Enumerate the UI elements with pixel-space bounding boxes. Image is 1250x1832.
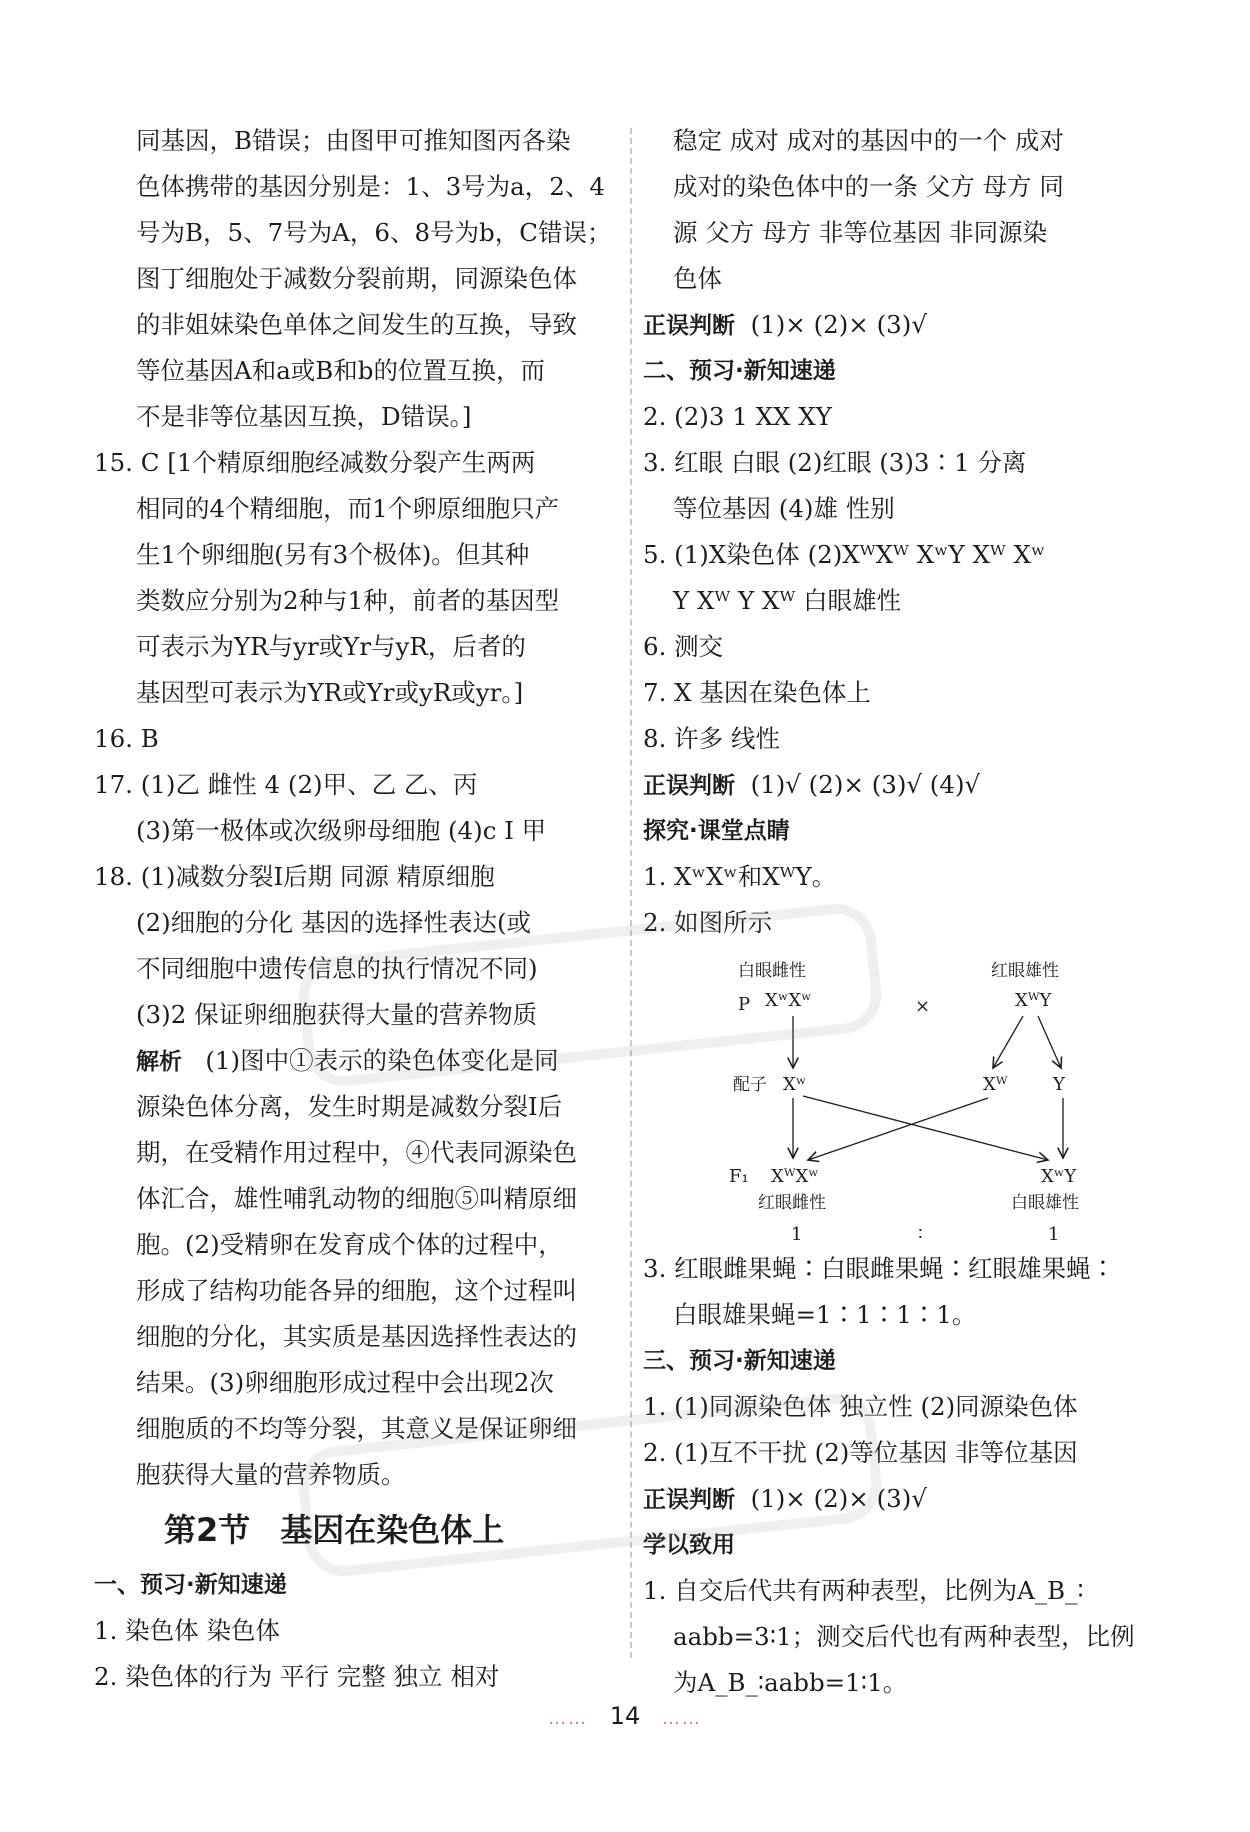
analysis-label: 解析 — [136, 1049, 182, 1075]
female-parent-genotype: XʷXʷ — [765, 990, 812, 1011]
p-label: P — [738, 994, 751, 1015]
judgment-label: 正误判断 — [643, 313, 735, 339]
text-line: 白眼雄果蝇=1∶1∶1∶1。 — [673, 1300, 977, 1329]
left-column — [94, 118, 619, 1700]
section-heading: 三、预习·新知速递 — [643, 1348, 836, 1374]
gamete-label: 配子 — [733, 1075, 767, 1095]
analysis-line — [94, 1038, 619, 1084]
text-line: 形成了结构功能各异的细胞，这个过程叫 — [136, 1276, 577, 1305]
text-line: 1. 自交后代共有两种表型，比例为A_B_∶ — [643, 1576, 1084, 1605]
answer-15: 15. C [1个精原细胞经减数分裂产生两两 — [94, 448, 536, 477]
text-line: 5. (1)X染色体 (2)XᵂXᵂ XʷY Xᵂ Xʷ — [643, 540, 1046, 569]
page-footer — [0, 1702, 1250, 1730]
text-line: 为A_B_∶aabb=1∶1。 — [673, 1668, 908, 1697]
judgment-label: 正误判断 — [643, 773, 735, 799]
f1-label: F₁ — [729, 1166, 749, 1187]
footer-dots-right: …… — [661, 1708, 702, 1729]
cross-diagram-svg — [643, 946, 1173, 1246]
footer-dots-left: …… — [548, 1708, 589, 1729]
section-heading: 一、预习·新知速递 — [94, 1572, 287, 1598]
text-line: 胞。(2)受精卵在发育成个体的过程中， — [136, 1230, 563, 1259]
text-line: 2. 染色体的行为 平行 完整 独立 相对 — [94, 1662, 500, 1691]
judgment-label: 正误判断 — [643, 1487, 735, 1513]
ratio-left: 1 — [791, 1224, 803, 1245]
text-line: 色体携带的基因分别是：1、3号为a，2、4 — [136, 172, 605, 201]
ratio-right: 1 — [1048, 1224, 1060, 1245]
text-line: 1. XʷXʷ和XᵂY。 — [643, 862, 837, 891]
text-line: 色体 — [673, 264, 722, 293]
text-line: 同基因，B错误；由图甲可推知图丙各染 — [136, 126, 571, 155]
judgment-line — [643, 302, 1173, 348]
male-parent-label: 红眼雄性 — [991, 961, 1059, 981]
text-line: 2. (2)3 1 XX XY — [643, 402, 832, 431]
text-line: aabb=3∶1；测交后代也有两种表型，比例 — [673, 1622, 1135, 1651]
section-heading: 学以致用 — [643, 1532, 735, 1558]
answer-16: 16. B — [94, 724, 159, 753]
chapter-name: 基因在染色体上 — [280, 1511, 505, 1549]
text-line: 等位基因A和a或B和b的位置互换，而 — [136, 356, 545, 385]
male-gamete-y: Y — [1053, 1074, 1065, 1095]
text-line: 可表示为YR与yr或Yr与yR，后者的 — [136, 632, 526, 661]
text-line: 8. 许多 线性 — [643, 724, 780, 753]
text-line: (3)2 保证卵细胞获得大量的营养物质 — [136, 1000, 538, 1029]
text-line: (2)细胞的分化 基因的选择性表达(或 — [136, 908, 532, 937]
text-line: 源染色体分离，发生时期是减数分裂Ⅰ后 — [136, 1092, 563, 1121]
text-line: 胞获得大量的营养物质。 — [136, 1460, 406, 1489]
text-line: 号为B，5、7号为A，6、8号为b，C错误； — [136, 218, 612, 247]
answer-17: 17. (1)乙 雌性 4 (2)甲、乙 乙、丙 — [94, 770, 478, 799]
text-line: 不是非等位基因互换，D错误。] — [136, 402, 472, 431]
judgment-answers: (1)√ (2)× (3)√ (4)√ — [750, 770, 981, 799]
text-line: 6. 测交 — [643, 632, 724, 661]
text-line: 1. (1)同源染色体 独立性 (2)同源染色体 — [643, 1392, 1078, 1421]
text-line: 7. X 基因在染色体上 — [643, 678, 871, 707]
arrow-male-to-y — [1038, 1016, 1061, 1068]
text-line: 细胞质的不均等分裂，其意义是保证卵细 — [136, 1414, 577, 1443]
text-line: 等位基因 (4)雄 性别 — [673, 494, 895, 523]
judgment-answers: (1)× (2)× (3)√ — [750, 1484, 927, 1513]
arrow-male-to-x — [993, 1016, 1023, 1068]
text-line: 体汇合，雄性哺乳动物的细胞⑤叫精原细 — [136, 1184, 577, 1213]
arrow-xw-to-f1-female — [808, 1098, 988, 1160]
answer-18: 18. (1)减数分裂Ⅰ后期 同源 精原细胞 — [94, 862, 495, 891]
text-line: 2. (1)互不干扰 (2)等位基因 非等位基因 — [643, 1438, 1078, 1467]
text-line: 不同细胞中遗传信息的执行情况不同) — [136, 954, 538, 983]
female-gamete: Xʷ — [783, 1074, 807, 1095]
arrow-gamete-to-f1-male — [803, 1096, 1048, 1160]
chapter-title — [94, 1498, 619, 1562]
text-line: 类数应分别为2种与1种，前者的基因型 — [136, 586, 560, 615]
chapter-number: 第2节 — [164, 1511, 251, 1549]
judgment-answers: (1)× (2)× (3)√ — [750, 310, 927, 339]
male-parent-genotype: XᵂY — [1015, 990, 1052, 1011]
f1-male-genotype: XʷY — [1041, 1166, 1077, 1187]
f1-female-genotype: XᵂXʷ — [771, 1166, 819, 1187]
text-line: 的非姐妹染色单体之间发生的互换，导致 — [136, 310, 577, 339]
text-line: 结果。(3)卵细胞形成过程中会出现2次 — [136, 1368, 554, 1397]
text-line: 基因型可表示为YR或Yr或yR或yr。] — [136, 678, 524, 707]
text-line: 2. 如图所示 — [643, 908, 773, 937]
text-line: 源 父方 母方 非等位基因 非同源染 — [673, 218, 1048, 247]
page-number: 14 — [609, 1702, 641, 1730]
column-divider — [630, 128, 632, 1658]
f1-female-label: 红眼雌性 — [758, 1193, 826, 1213]
ratio-colon: ∶ — [918, 1224, 923, 1245]
section-heading: 二、预习·新知速递 — [643, 358, 836, 384]
section-heading: 探究·课堂点睛 — [643, 818, 790, 844]
text-line: 图丁细胞处于减数分裂前期，同源染色体 — [136, 264, 577, 293]
text-line: 成对的染色体中的一条 父方 母方 同 — [673, 172, 1064, 201]
text-line: 3. 红眼 白眼 (2)红眼 (3)3∶1 分离 — [643, 448, 1027, 477]
cross-symbol: × — [915, 996, 931, 1017]
analysis-text: (1)图中①表示的染色体变化是同 — [205, 1046, 559, 1075]
judgment-line — [643, 762, 1173, 808]
right-column — [643, 118, 1173, 1706]
text-line: 稳定 成对 成对的基因中的一个 成对 — [673, 126, 1064, 155]
text-line: 1. 染色体 染色体 — [94, 1616, 280, 1645]
text-line: 细胞的分化，其实质是基因选择性表达的 — [136, 1322, 577, 1351]
text-line: 期，在受精作用过程中，④代表同源染色 — [136, 1138, 577, 1167]
genetic-cross-diagram — [643, 946, 1173, 1246]
text-line: 3. 红眼雌果蝇∶白眼雌果蝇∶红眼雄果蝇∶ — [643, 1254, 1116, 1283]
female-parent-label: 白眼雌性 — [738, 961, 806, 981]
text-line: 相同的4个精细胞，而1个卵原细胞只产 — [136, 494, 560, 523]
text-line: 生1个卵细胞(另有3个极体)。但其种 — [136, 540, 530, 569]
judgment-line — [643, 1476, 1173, 1522]
text-line: (3)第一极体或次级卵母细胞 (4)c Ⅰ 甲 — [136, 816, 547, 845]
male-gamete-x: Xᵂ — [983, 1074, 1008, 1095]
text-line: Y Xᵂ Y Xᵂ 白眼雄性 — [673, 586, 902, 615]
f1-male-label: 白眼雄性 — [1011, 1193, 1079, 1213]
